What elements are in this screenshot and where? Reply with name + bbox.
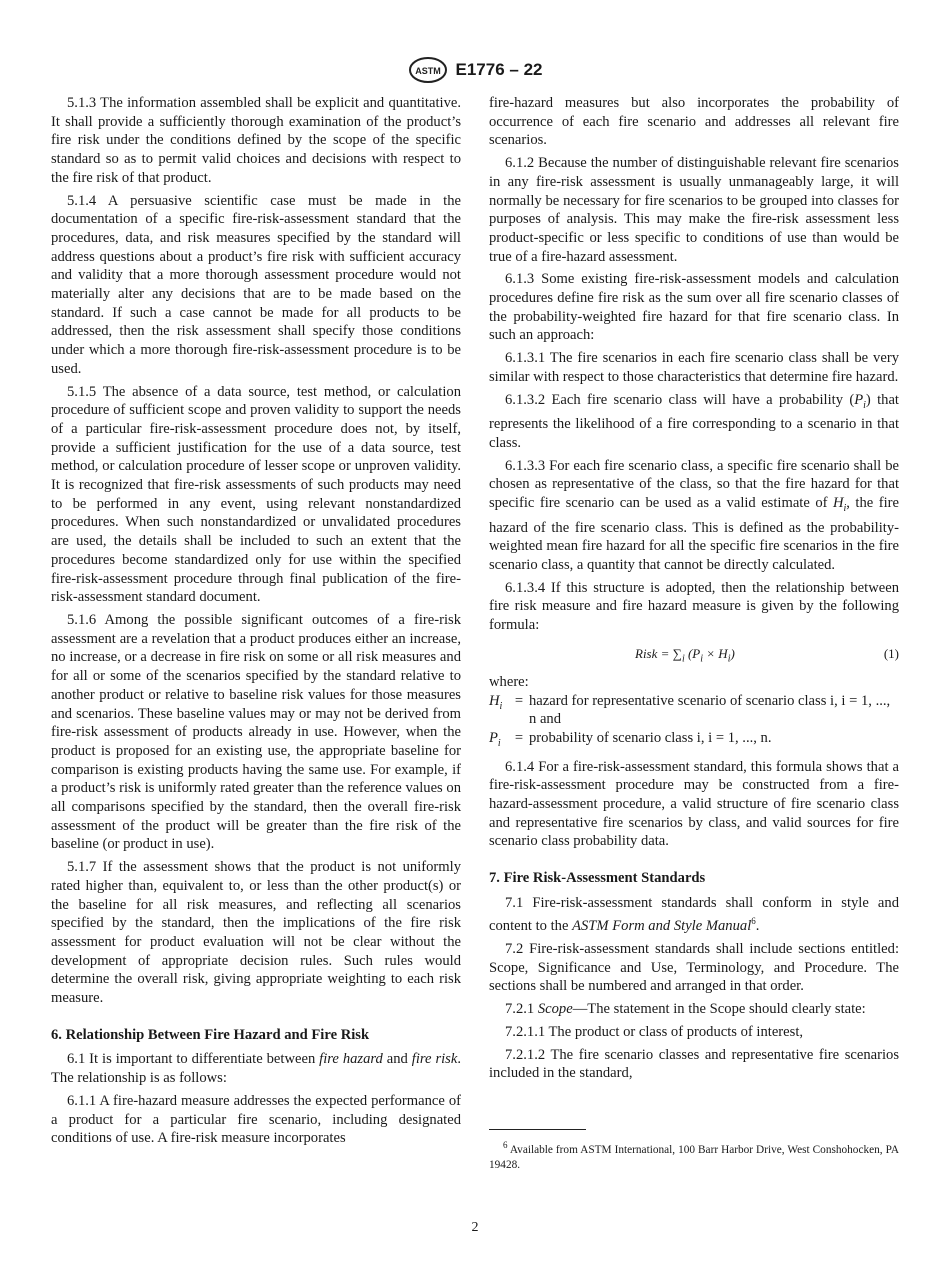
paragraph-6-1-3-2: 6.1.3.2 Each fire scenario class will have a probability $(P_i)$ that represents the likelihood of a fire corresponding to a scenario in that class. [489, 391, 899, 451]
paragraph-5-1-6: 5.1.6 Among the possible significant outcomes of a fire-risk assessment are a revelation that a product produces either an increase, no increase, or a decrease in fire risk on some or all risk measures and for all or some of the scenarios specified by the standard relative to another product or relative to baseline risk values for those measures and scenarios. These baseline values may or may not be derived from fire-risk assessment of products already in use. However, when the product is proposed for an existing use, the appropriate baseline for comparison is existing products having the same use. For example, if a product’s risk is uniformly rated greater than the reference values on all comparisons specified by the standard, then the overall fire-risk assessment of the product will be greater than the fire risk of the baseline (or product in use). [51, 611, 461, 853]
paragraph-6-1-1: 6.1.1 A fire-hazard measure addresses the expected performance of a product for a particular fire scenario, including designated conditions of use. A fire-risk measure incorporates [51, 1092, 461, 1147]
paragraph-5-1-3: 5.1.3 The information assembled shall be explicit and quantitative. It shall provide a sufficiently thorough examination of the product’s fire risk under the conditions defined by the scope of the specific standard so as to permit valid choices and decisions with respect to the fire risk of that product. [51, 95, 461, 186]
paragraph-7-2: 7.2 Fire-risk-assessment standards shall include sections entitled: Scope, Significance and Use, Terminology, and Procedure. The sections shall be numbered and arranged in that order. [489, 941, 899, 995]
paragraph-6-1-3-1: 6.1.3.1 The fire scenarios in each fire scenario class shall be very similar with respect to those characteristics that determine fire hazard. [489, 350, 899, 385]
paragraph-6-1-4: 6.1.4 For a fire-risk-assessment standard, this formula shows that a fire-risk-assessment procedure may be constructed from a fire-hazard-assessment procedure, a valid structure of fire scenario class and representative fire scenarios by class, and valid sources for fire scenario class probability data. [489, 758, 899, 850]
right-column [489, 94, 899, 1173]
section-heading-7: 7. Fire Risk-Assessment Standards [489, 870, 706, 887]
paragraph-7-2-1-2: 7.2.1.2 The fire scenario classes and representative fire scenarios included in the standard, [489, 1046, 899, 1082]
paragraph-7-2-1: 7.2.1 Scope—The statement in the Scope should clearly state: [505, 1001, 866, 1018]
page-header [0, 56, 950, 84]
standard-designation: E1776 – 22 [455, 60, 543, 79]
where-definition: $H_i$ = hazard for representative scenario of scenario class i, i = 1, ..., n and [489, 692, 891, 728]
paragraph-5-1-7: 5.1.7 If the assessment shows that the product is not uniformly rated higher than, equivalent to, or less than the other product(s) or the baseline for all risk measures, and reflecting all scenarios specified by the standard, then the implications of the fire risk assessment for product evaluation will not be clear without the development of appropriate decision rules. Such rules would determine the overall risk, giving appropriate weighting to each risk measure. [51, 859, 461, 1007]
page-number: 2 [471, 1220, 479, 1235]
footnote-6: $^6$ Available from ASTM International, 100 Barr Harbor Drive, West Conshohocken, PA 19428. [489, 1139, 899, 1171]
paragraph-7-1: 7.1 Fire-risk-assessment standards shall conform in style and content to the ASTM Form and Style Manual$^6$. [489, 894, 899, 935]
left-column [51, 94, 461, 1148]
paragraph-7-2-1-1: 7.2.1.1 The product or class of products of interest, [505, 1023, 804, 1040]
risk-formula [489, 639, 899, 667]
where-definition: $P_i$ = probability of scenario class i, i = 1, ..., n. [489, 729, 772, 749]
paragraph-6-1-3-3: 6.1.3.3 For each fire scenario class, a specific fire scenario shall be chosen as representative of the class, so that the fire hazard for that specific fire scenario can be used as a valid estimate of $H_i$, the fire hazard of the fire scenario class. This is defined as the probability-weighted mean fire hazard for all the specific fire scenarios in the fire scenario class, a quantity that cannot be directly calculated. [489, 457, 899, 573]
formula-number: (1) [883, 645, 899, 661]
section-heading-6: 6. Relationship Between Fire Hazard and Fire Risk [51, 1026, 370, 1043]
paragraph-6-1-3: 6.1.3 Some existing fire-risk-assessment models and calculation procedures define fire risk as the sum over all fire scenario classes of the probability-weighted fire hazard for that fire scenario class. In such an approach: [489, 271, 899, 344]
svg-text:ASTM: ASTM [414, 66, 441, 76]
paragraph-5-1-4: 5.1.4 A persuasive scientific case must be made in the documentation of a specific fire-risk-assessment standard that the procedures, data, and risk measures specified by the standard will address questions about a product’s fire risk with sufficient accuracy and validity that a more thorough assessment procedure would not materially alter any decisions that are to be made based on the standard. If such a case cannot be made for all products to be addressed, then the risk assessment shall specify those conditions under which a more thorough fire-risk-assessment procedure is to be used. [51, 192, 461, 377]
footnote-divider [489, 1129, 586, 1130]
paragraph-5-1-5: 5.1.5 The absence of a data source, test method, or calculation procedure of sufficient scope and proven validity to support the needs of a particular fire-risk-assessment procedure does not, by itself, provide a sufficient justification for the use of a data source, test method, or calculation procedure of lesser scope or unproven validity. It is recognized that fire-risk assessments of such products may need to be performed in any event, using relevant nonstandardized procedures. When such nonstandardized or unvalidated procedures are used, the details shall be included to such an extent that the procedures become standardized only for use within the specified fire-risk-assessment procedure through final publication of the fire-risk-assessment standard document. [51, 383, 461, 606]
paragraph-6-1: 6.1 It is important to differentiate between fire hazard and fire risk. The relationship is as follows: [51, 1051, 461, 1087]
astm-logo-icon [408, 56, 448, 84]
paragraph-6-1-2: 6.1.2 Because the number of distinguishable relevant fire scenarios in any fire-risk assessment is usually unmanageably large, it will normally be necessary for fire scenarios to be grouped into classes for purposes of analysis. This may make the fire-risk assessment less product-specific or less specific to conditions of use than would be true of a fire-hazard assessment. [489, 155, 899, 265]
paragraph-6-1-1-continued: fire-hazard measures but also incorporates the probability of occurrence of each fire scenario and addresses all relevant fire scenarios. [489, 95, 899, 149]
where-label: where: [489, 673, 529, 690]
paragraph-6-1-3-4: 6.1.3.4 If this structure is adopted, then the relationship between fire risk measure and fire hazard measure is given by the following formula: [489, 579, 899, 634]
formula-expression: Risk = $\sum_i$ $(P_i \times H_i)$ [635, 645, 735, 665]
